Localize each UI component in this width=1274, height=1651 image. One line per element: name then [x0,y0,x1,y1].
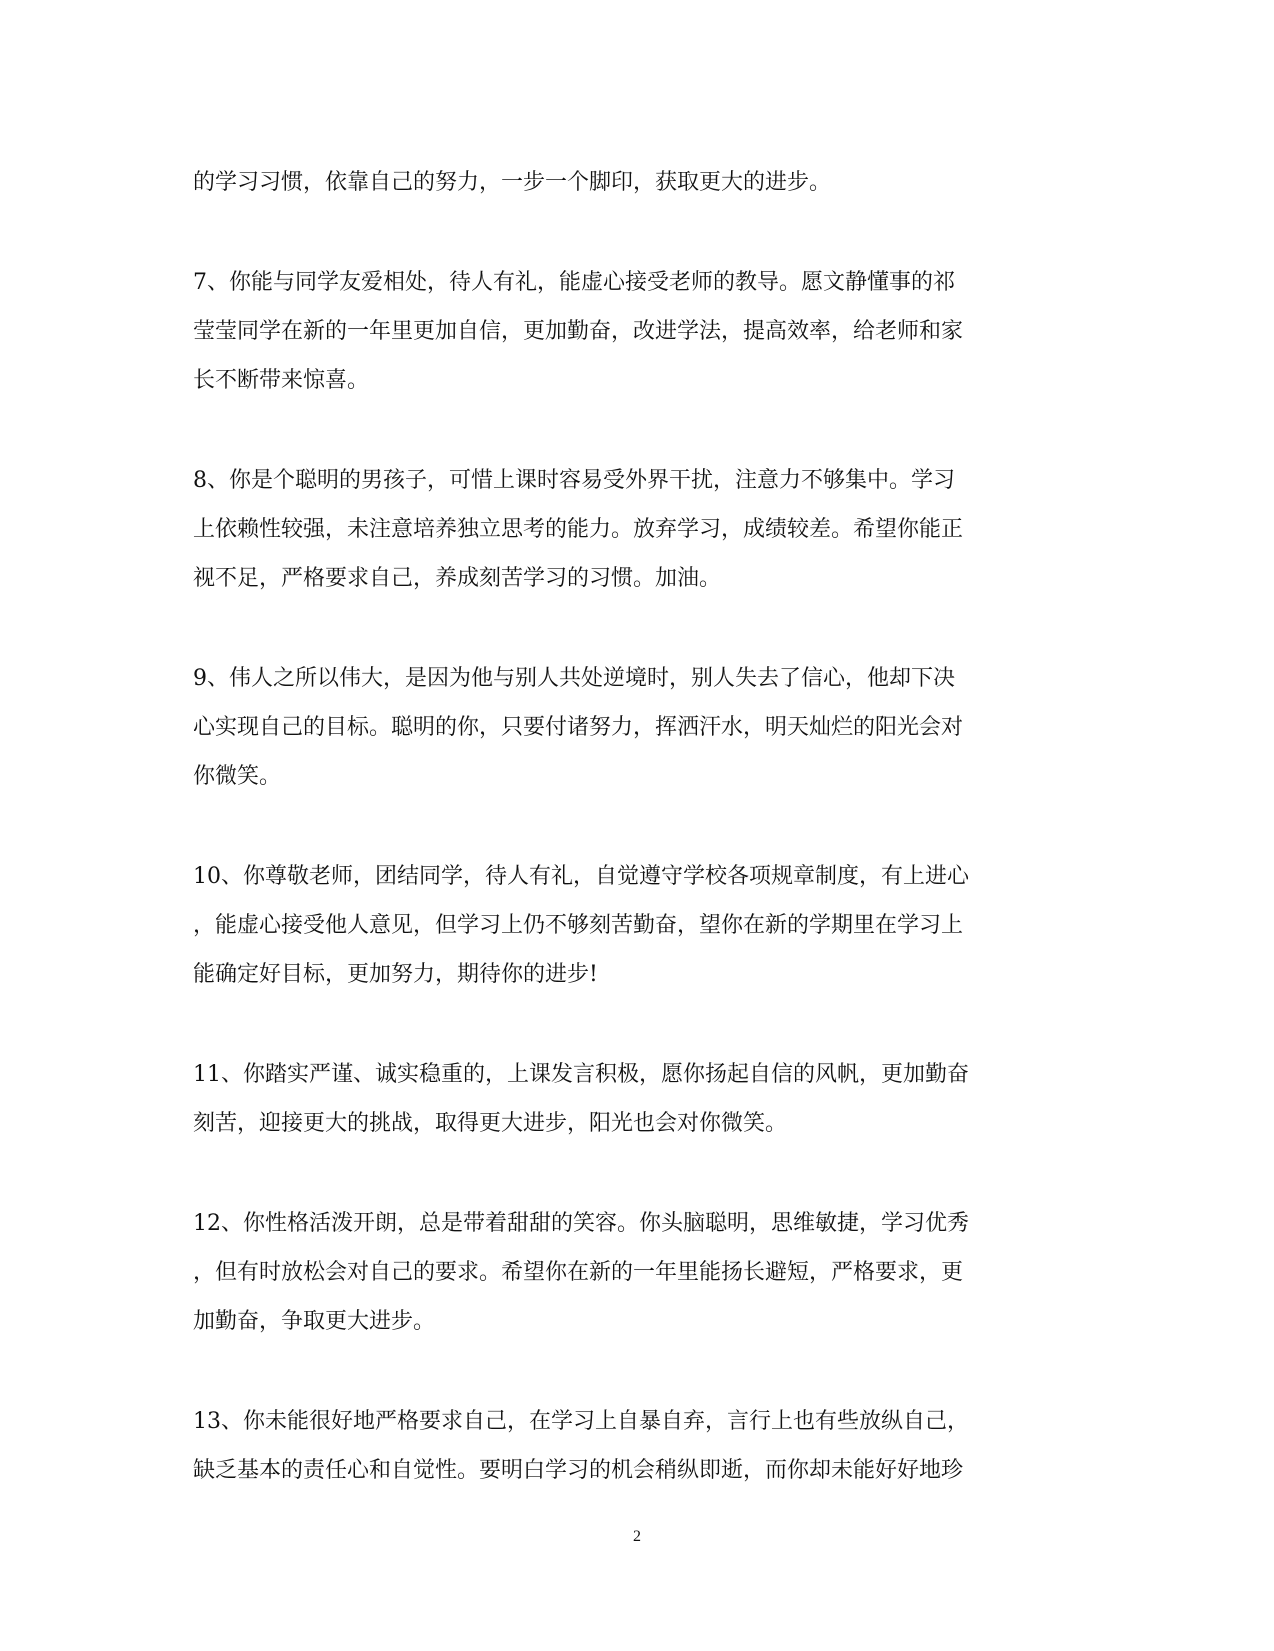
text-line: 10、你尊敬老师，团结同学，待人有礼，自觉遵守学校各项规章制度，有上进心 [193,864,969,889]
text-line: 7、你能与同学友爱相处，待人有礼，能虚心接受老师的教导。愿文静懂事的祁 [193,270,955,295]
text-line: 11、你踏实严谨、诚实稳重的，上课发言积极，愿你扬起自信的风帆，更加勤奋 [193,1062,969,1087]
text-line: 你微笑。 [193,764,282,789]
paragraph-comment-12 [193,1199,1073,1346]
paragraph-comment-7 [193,258,1073,405]
paragraph-comment-11 [193,1050,1073,1148]
paragraph-continuation [193,158,1073,207]
text-line: 缺乏基本的责任心和自觉性。要明白学习的机会稍纵即逝，而你却未能好好地珍 [193,1458,964,1483]
text-line: 能确定好目标，更加努力，期待你的进步! [193,962,598,987]
paragraph-comment-9 [193,654,1073,801]
page-number: 2 [633,1528,641,1545]
text-line: 刻苦，迎接更大的挑战，取得更大进步，阳光也会对你微笑。 [193,1111,788,1136]
text-line: 8、你是个聪明的男孩子，可惜上课时容易受外界干扰，注意力不够集中。学习 [193,468,955,493]
text-line: 9、伟人之所以伟大，是因为他与别人共处逆境时，别人失去了信心，他却下决 [193,666,955,691]
text-line: 加勤奋，争取更大进步。 [193,1309,436,1334]
paragraph-comment-13 [193,1397,1073,1495]
paragraph-comment-8 [193,456,1073,603]
paragraph-comment-10 [193,852,1073,999]
text-line: 13、你未能很好地严格要求自己，在学习上自暴自弃，言行上也有些放纵自己， [193,1409,969,1434]
text-line: ，但有时放松会对自己的要求。希望你在新的一年里能扬长避短，严格要求，更 [193,1260,964,1285]
text-line: 12、你性格活泼开朗，总是带着甜甜的笑容。你头脑聪明，思维敏捷，学习优秀 [193,1211,969,1236]
text-line: 上依赖性较强，未注意培养独立思考的能力。放弃学习，成绩较差。希望你能正 [193,517,964,542]
text-line: 长不断带来惊喜。 [193,368,370,393]
text-line: ，能虚心接受他人意见，但学习上仍不够刻苦勤奋，望你在新的学期里在学习上 [193,913,964,938]
text-line: 视不足，严格要求自己，养成刻苦学习的习惯。加油。 [193,566,722,591]
text-line: 的学习习惯，依靠自己的努力，一步一个脚印，获取更大的进步。 [193,170,832,195]
text-line: 莹莹同学在新的一年里更加自信，更加勤奋，改进学法，提高效率，给老师和家 [193,319,964,344]
text-line: 心实现自己的目标。聪明的你，只要付诸努力，挥洒汗水，明天灿烂的阳光会对 [193,715,964,740]
document-body [193,158,1073,1546]
